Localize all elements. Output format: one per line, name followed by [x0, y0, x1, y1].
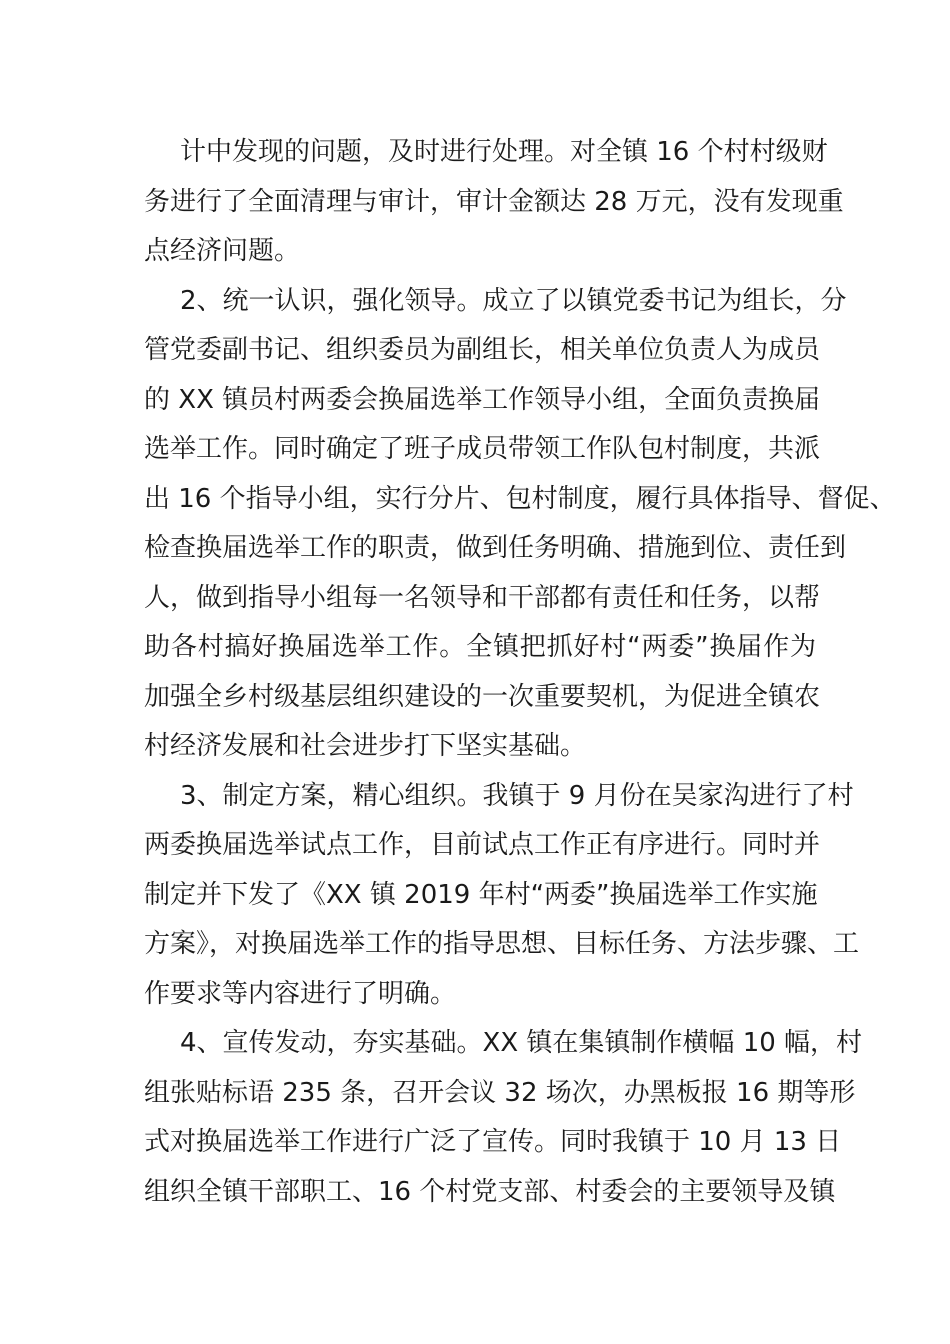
text-line: 管党委副书记、组织委员为副组长，相关单位负责人为成员 [144, 335, 821, 365]
text-line: 式对换届选举工作进行广泛了宣传。同时我镇于 10 月 13 日 [144, 1127, 842, 1157]
text-line: 务进行了全面清理与审计，审计金额达 28 万元，没有发现重 [144, 186, 844, 217]
text-line: 4、宣传发动，夯实基础。XX 镇在集镇制作横幅 10 幅，村 [180, 1028, 863, 1058]
text-line: 计中发现的问题，及时进行处理。对全镇 16 个村村级财 [180, 137, 828, 167]
text-line: 3、制定方案，精心组织。我镇于 9 月份在吴家沟进行了村 [180, 780, 854, 811]
document-body [144, 128, 896, 1217]
paragraph [144, 277, 896, 772]
text-line: 加强全乡村级基层组织建设的一次重要契机，为促进全镇农 [144, 681, 821, 712]
text-line: 组织全镇干部职工、16 个村党支部、村委会的主要领导及镇 [144, 1176, 836, 1207]
text-line: 村经济发展和社会进步打下坚实基础。 [144, 731, 587, 761]
text-line: 助各村搞好换届选举工作。全镇把抓好村“两委”换届作为 [144, 632, 816, 662]
text-line: 点经济问题。 [144, 236, 301, 266]
paragraph [144, 128, 844, 277]
text-line: 出 16 个指导小组，实行分片、包村制度，履行具体指导、督促、 [144, 483, 896, 514]
text-line: 2、统一认识，强化领导。成立了以镇党委书记为组长，分 [180, 285, 847, 316]
paragraph [144, 1019, 863, 1217]
text-line: 两委换届选举试点工作，目前试点工作正有序进行。同时并 [144, 830, 821, 860]
text-line: 选举工作。同时确定了班子成员带领工作队包村制度，共派 [144, 434, 821, 464]
text-line: 作要求等内容进行了明确。 [144, 978, 457, 1009]
text-line: 方案》，对换届选举工作的指导思想、目标任务、方法步骤、工 [144, 929, 860, 959]
text-line: 人，做到指导小组每一名领导和干部都有责任和任务，以帮 [144, 582, 821, 613]
text-line: 检查换届选举工作的职责，做到任务明确、措施到位、责任到 [144, 533, 847, 563]
text-line: 的 XX 镇员村两委会换届选举工作领导小组，全面负责换届 [144, 384, 821, 415]
text-line: 组张贴标语 235 条，召开会议 32 场次，办黑板报 16 期等形 [144, 1077, 856, 1108]
paragraph [144, 772, 860, 1020]
text-line: 制定并下发了《XX 镇 2019 年村“两委”换届选举工作实施 [144, 879, 818, 910]
